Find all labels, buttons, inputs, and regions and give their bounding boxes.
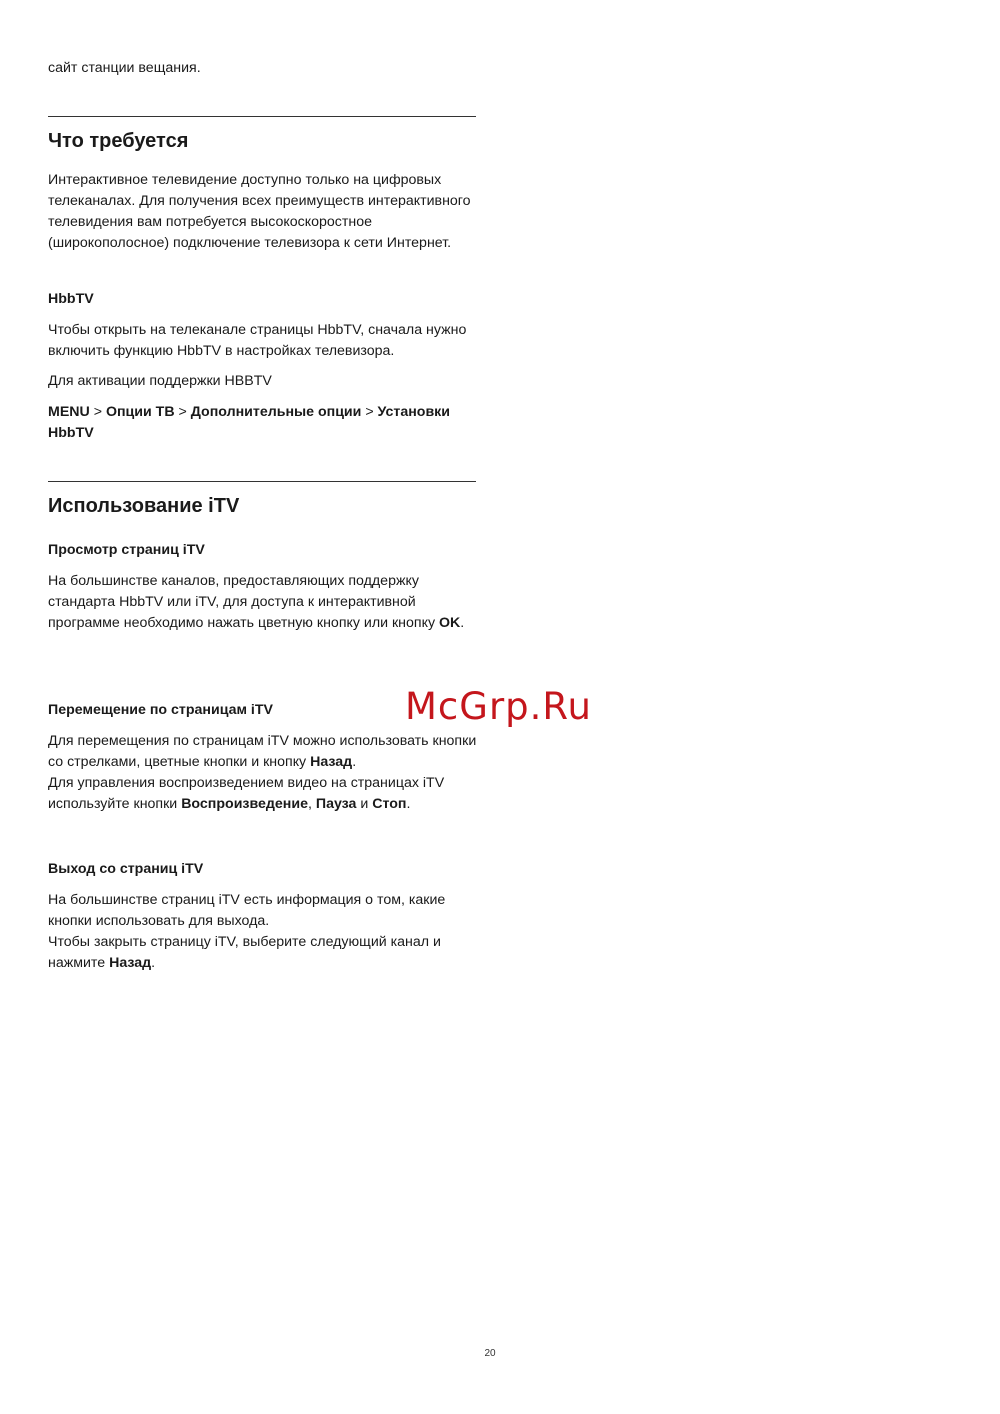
section-divider <box>48 481 476 482</box>
ok-button-label: OK <box>439 615 461 631</box>
activation-text: Для активации поддержки HBBTV <box>48 373 272 389</box>
exit-text: Чтобы закрыть страницу iTV, выберите следующий канал и нажмите <box>48 934 441 971</box>
section-title-requirements: Что требуется <box>48 130 189 152</box>
hbbtv-paragraph: Чтобы открыть на телеканале страницы HbbTV, сначала нужно включить функцию HbbTV в настройках телевизора. <box>48 322 467 359</box>
navigate-pages-paragraph-2 <box>48 773 488 815</box>
navigate-pages-heading: Перемещение по страницам iTV <box>48 702 273 718</box>
menu-path-separator: > <box>89 404 106 420</box>
menu-path-item: MENU <box>48 404 90 420</box>
menu-path-item: Дополнительные опции <box>190 404 362 420</box>
stop-button-label: Стоп <box>372 796 407 812</box>
view-pages-text: На большинстве каналов, предоставляющих поддержку стандарта HbbTV или iTV, для доступа к интерактивной программе необходимо нажать цветную кнопку или кнопку <box>48 573 439 631</box>
hbbtv-heading: HbbTV <box>48 291 94 307</box>
play-button-label: Воспроизведение <box>181 796 308 812</box>
view-pages-end: . <box>460 615 465 631</box>
view-pages-paragraph <box>48 571 488 634</box>
section-divider <box>48 116 476 117</box>
back-button-label: Назад <box>109 955 152 971</box>
comma-separator: , <box>307 796 316 812</box>
menu-path-item: Установки HbbTV <box>48 404 450 441</box>
back-button-label: Назад <box>310 754 353 770</box>
view-pages-heading: Просмотр страниц iTV <box>48 542 205 558</box>
page-number: 20 <box>484 1348 496 1359</box>
navigate-pages-paragraph-1 <box>48 731 488 773</box>
exit-pages-paragraph-2 <box>48 932 488 974</box>
exit-pages-paragraph-1: На большинстве страниц iTV есть информация о том, какие кнопки использовать для выхода. <box>48 892 446 929</box>
navigate-text: Для перемещения по страницам iTV можно использовать кнопки со стрелками, цветные кнопки и кнопку <box>48 733 477 770</box>
section-title-using-itv: Использование iTV <box>48 495 240 517</box>
and-separator: и <box>356 796 373 812</box>
menu-path <box>48 402 488 444</box>
exit-end: . <box>151 955 156 971</box>
requirements-paragraph: Интерактивное телевидение доступно только на цифровых телеканалах. Для получения всех преимуществ интерактивного телевидения вам потребуется высокоскоростное (широкополосное) подключение телевизора к сети Интернет. <box>48 172 471 251</box>
menu-path-item: Опции ТВ <box>105 404 175 420</box>
pause-button-label: Пауза <box>315 796 357 812</box>
exit-pages-heading: Выход со страниц iTV <box>48 861 204 877</box>
menu-path-separator: > <box>174 404 191 420</box>
watermark-logo: McGrp.Ru <box>405 685 592 728</box>
playback-end: . <box>406 796 411 812</box>
playback-text: Для управления воспроизведением видео на страницах iTV используйте кнопки <box>48 775 445 812</box>
intro-tail-text: сайт станции вещания. <box>48 60 201 76</box>
navigate-end: . <box>352 754 357 770</box>
menu-path-separator: > <box>361 404 378 420</box>
